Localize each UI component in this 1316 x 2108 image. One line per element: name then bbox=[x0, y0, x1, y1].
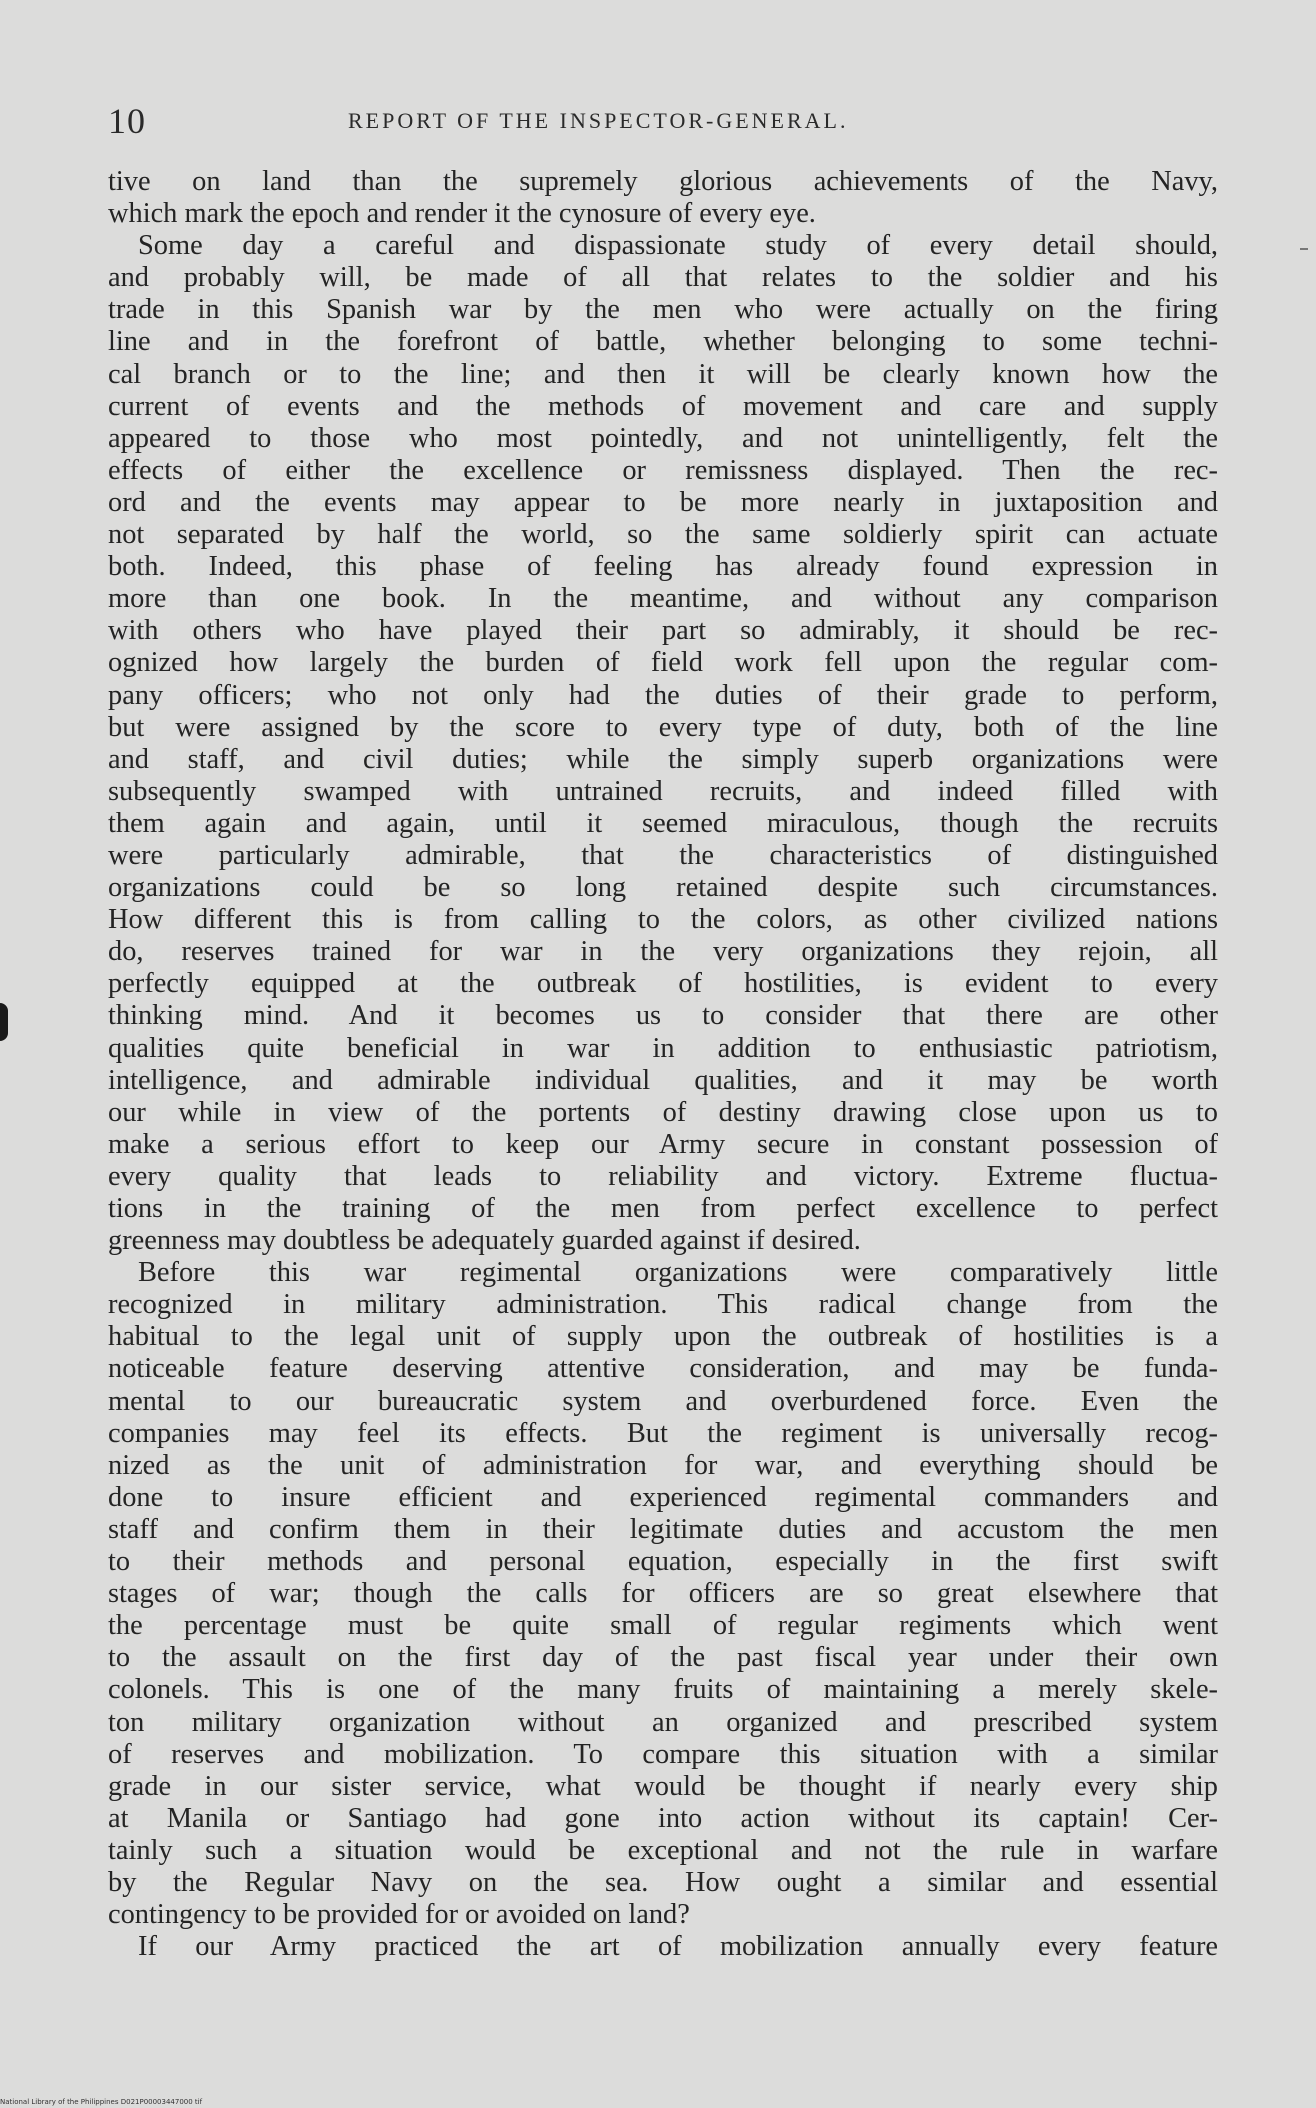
text-line: grade in our sister service, what would be thought if nearly every ship bbox=[108, 1770, 1218, 1802]
text-line: habitual to the legal unit of supply upon the outbreak of hostilities is a bbox=[108, 1321, 1218, 1353]
footer-imprint: National Library of the Philippines D021P00003447000 tif bbox=[0, 2098, 203, 2106]
text-line: nized as the unit of administration for war, and everything should be bbox=[108, 1449, 1218, 1481]
text-line: mental to our bureaucratic system and overburdened force. Even the bbox=[108, 1385, 1218, 1417]
margin-ink-mark bbox=[0, 1003, 8, 1041]
text-line: qualities quite beneficial in war in addition to enthusiastic patriotism, bbox=[108, 1032, 1218, 1064]
text-line: noticeable feature deserving attentive consideration, and may be funda- bbox=[108, 1353, 1218, 1385]
text-line: and probably will, be made of all that relates to the soldier and his bbox=[108, 262, 1218, 294]
text-line: and staff, and civil duties; while the simply superb organizations were bbox=[108, 743, 1218, 775]
text-line: ord and the events may appear to be more nearly in juxtaposition and bbox=[108, 486, 1218, 518]
text-line: with others who have played their part so admirably, it should be rec- bbox=[108, 615, 1218, 647]
text-line: pany officers; who not only had the duties of their grade to perform, bbox=[108, 679, 1218, 711]
text-line: Before this war regimental organizations were comparatively little bbox=[138, 1257, 1218, 1289]
text-line: of reserves and mobilization. To compare this situation with a similar bbox=[108, 1738, 1218, 1770]
text-line: intelligence, and admirable individual qualities, and it may be worth bbox=[108, 1064, 1218, 1096]
text-line: effects of either the excellence or remissness displayed. Then the rec- bbox=[108, 454, 1218, 486]
text-line: them again and again, until it seemed miraculous, though the recruits bbox=[108, 807, 1218, 839]
text-line: ognized how largely the burden of field work fell upon the regular com- bbox=[108, 647, 1218, 679]
text-line: but were assigned by the score to every type of duty, both of the line bbox=[108, 711, 1218, 743]
text-line: more than one book. In the meantime, and without any comparison bbox=[108, 583, 1218, 615]
text-line: which mark the epoch and render it the cynosure of every eye. bbox=[108, 198, 816, 230]
text-line: organizations could be so long retained despite such circumstances. bbox=[108, 872, 1218, 904]
text-line: contingency to be provided for or avoided on land? bbox=[108, 1899, 690, 1931]
text-line: perfectly equipped at the outbreak of hostilities, is evident to every bbox=[108, 968, 1218, 1000]
text-line: do, reserves trained for war in the very organizations they rejoin, all bbox=[108, 936, 1218, 968]
page-header bbox=[108, 100, 1198, 140]
text-line: greenness may doubtless be adequately guarded against if desired. bbox=[108, 1225, 861, 1257]
text-line: How different this is from calling to the colors, as other civilized nations bbox=[108, 904, 1218, 936]
text-line: the percentage must be quite small of regular regiments which went bbox=[108, 1610, 1218, 1642]
text-line: tive on land than the supremely glorious achievements of the Navy, bbox=[108, 166, 1218, 197]
text-line: were particularly admirable, that the characteristics of distinguished bbox=[108, 839, 1218, 871]
text-line: staff and confirm them in their legitimate duties and accustom the men bbox=[108, 1513, 1218, 1545]
text-line: tainly such a situation would be exceptional and not the rule in warfare bbox=[108, 1834, 1218, 1866]
text-line: tions in the training of the men from perfect excellence to perfect bbox=[108, 1193, 1218, 1224]
text-line: If our Army practiced the art of mobilization annually every feature bbox=[138, 1931, 1218, 1963]
text-line: not separated by half the world, so the same soldierly spirit can actuate bbox=[108, 519, 1218, 551]
text-line: companies may feel its effects. But the regiment is universally recog- bbox=[108, 1417, 1218, 1449]
text-line: at Manila or Santiago had gone into action without its captain! Cer- bbox=[108, 1802, 1218, 1834]
text-line: to the assault on the first day of the past fiscal year under their own bbox=[108, 1642, 1218, 1674]
text-line: line and in the forefront of battle, whether belonging to some techni- bbox=[108, 326, 1218, 358]
text-line: our while in view of the portents of destiny drawing close upon us to bbox=[108, 1096, 1218, 1128]
text-line: to their methods and personal equation, especially in the first swift bbox=[108, 1546, 1218, 1578]
text-line: subsequently swamped with untrained recruits, and indeed filled with bbox=[108, 775, 1218, 807]
text-line: ton military organization without an organized and prescribed system bbox=[108, 1706, 1218, 1738]
text-line: colonels. This is one of the many fruits of maintaining a merely skele- bbox=[108, 1674, 1218, 1706]
text-line: by the Regular Navy on the sea. How ought a similar and essential bbox=[108, 1866, 1218, 1898]
text-line: recognized in military administration. This radical change from the bbox=[108, 1289, 1218, 1321]
text-line: cal branch or to the line; and then it will be clearly known how the bbox=[108, 358, 1218, 390]
text-line: trade in this Spanish war by the men who were actually on the firing bbox=[108, 294, 1218, 326]
text-line: stages of war; though the calls for officers are so great elsewhere that bbox=[108, 1578, 1218, 1610]
text-line: thinking mind. And it becomes us to consider that there are other bbox=[108, 1000, 1218, 1032]
text-line: appeared to those who most pointedly, and not unintelligently, felt the bbox=[108, 422, 1218, 454]
text-line: make a serious effort to keep our Army secure in constant possession of bbox=[108, 1128, 1218, 1160]
text-line: every quality that leads to reliability and victory. Extreme fluctua- bbox=[108, 1160, 1218, 1192]
text-line: both. Indeed, this phase of feeling has already found expression in bbox=[108, 551, 1218, 583]
text-line: Some day a careful and dispassionate study of every detail should, bbox=[138, 230, 1218, 262]
edge-dash-mark bbox=[1300, 248, 1308, 250]
page-number: 10 bbox=[108, 101, 146, 141]
running-head: REPORT OF THE INSPECTOR-GENERAL. bbox=[348, 108, 849, 133]
body-text bbox=[108, 166, 1218, 1963]
text-line: done to insure efficient and experienced regimental commanders and bbox=[108, 1481, 1218, 1513]
text-line: current of events and the methods of movement and care and supply bbox=[108, 390, 1218, 422]
